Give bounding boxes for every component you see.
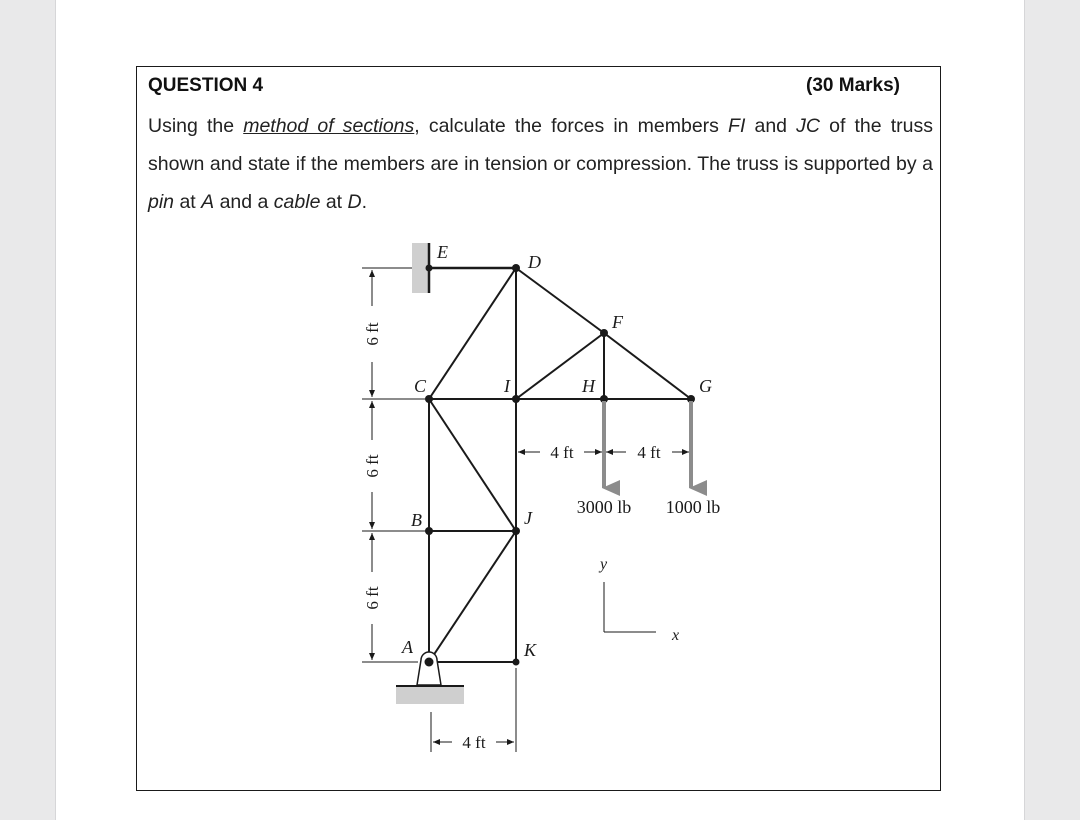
load-label-1000: 1000 lb — [665, 497, 721, 517]
question-marks: (30 Marks) — [806, 75, 900, 96]
axis-x-label: x — [672, 627, 680, 644]
member-aj — [429, 531, 516, 662]
pin-term: pin — [148, 191, 175, 213]
method-of-sections-term: method of sections — [243, 115, 415, 137]
pin-support — [417, 652, 441, 685]
label-k: K — [524, 640, 537, 660]
joint-e — [426, 265, 433, 272]
text-part: . — [361, 191, 368, 213]
text-part: at — [174, 191, 202, 213]
joint-c — [425, 395, 433, 403]
joint-b — [425, 527, 433, 535]
ground-block — [396, 686, 464, 704]
joint-j — [512, 527, 520, 535]
joint-f — [600, 329, 608, 337]
text-part: at — [320, 191, 348, 213]
question-title: QUESTION 4 — [148, 75, 264, 96]
joint-i — [512, 395, 520, 403]
label-c: C — [414, 376, 427, 396]
dim-h-label-1: 4 ft — [550, 443, 574, 462]
label-e: E — [437, 242, 448, 262]
dim-label-1: 6 ft — [363, 322, 382, 346]
point-a: A — [201, 191, 215, 213]
label-j: J — [524, 508, 532, 528]
joint-k — [513, 659, 520, 666]
dim-h-label-2: 4 ft — [637, 443, 661, 462]
text-part: of the truss shown and state if the members are in tension or compression. The truss is supported by a — [148, 115, 933, 175]
label-h: H — [582, 376, 595, 396]
dim-bottom-label: 4 ft — [462, 733, 486, 752]
point-d: D — [347, 191, 362, 213]
dim-label-2: 6 ft — [363, 454, 382, 478]
member-df — [516, 268, 604, 333]
text-part: Using the — [148, 115, 244, 137]
load-label-3000: 3000 lb — [576, 497, 632, 517]
text-part: , calculate the forces in members — [414, 115, 729, 137]
member-jc: JC — [796, 115, 820, 137]
axis-labels — [598, 556, 679, 644]
cable-term: cable — [273, 191, 321, 213]
member-jc — [429, 399, 516, 531]
text-part: and — [745, 115, 797, 137]
joint-a — [425, 658, 434, 667]
label-a: A — [402, 637, 413, 657]
axis-y-label: y — [600, 556, 608, 573]
label-i: I — [504, 376, 510, 396]
member-fg — [604, 333, 691, 399]
load-labels — [577, 497, 721, 517]
label-f: F — [612, 312, 623, 332]
dim-label-3: 6 ft — [363, 586, 382, 610]
label-g: G — [699, 376, 712, 396]
text-part: and a — [214, 191, 274, 213]
member-cd — [429, 268, 516, 399]
label-d: D — [528, 252, 541, 272]
joint-d — [512, 264, 520, 272]
label-b: B — [411, 510, 422, 530]
truss-members — [429, 268, 691, 662]
coordinate-axes — [604, 582, 656, 632]
member-fi: FI — [728, 115, 746, 137]
